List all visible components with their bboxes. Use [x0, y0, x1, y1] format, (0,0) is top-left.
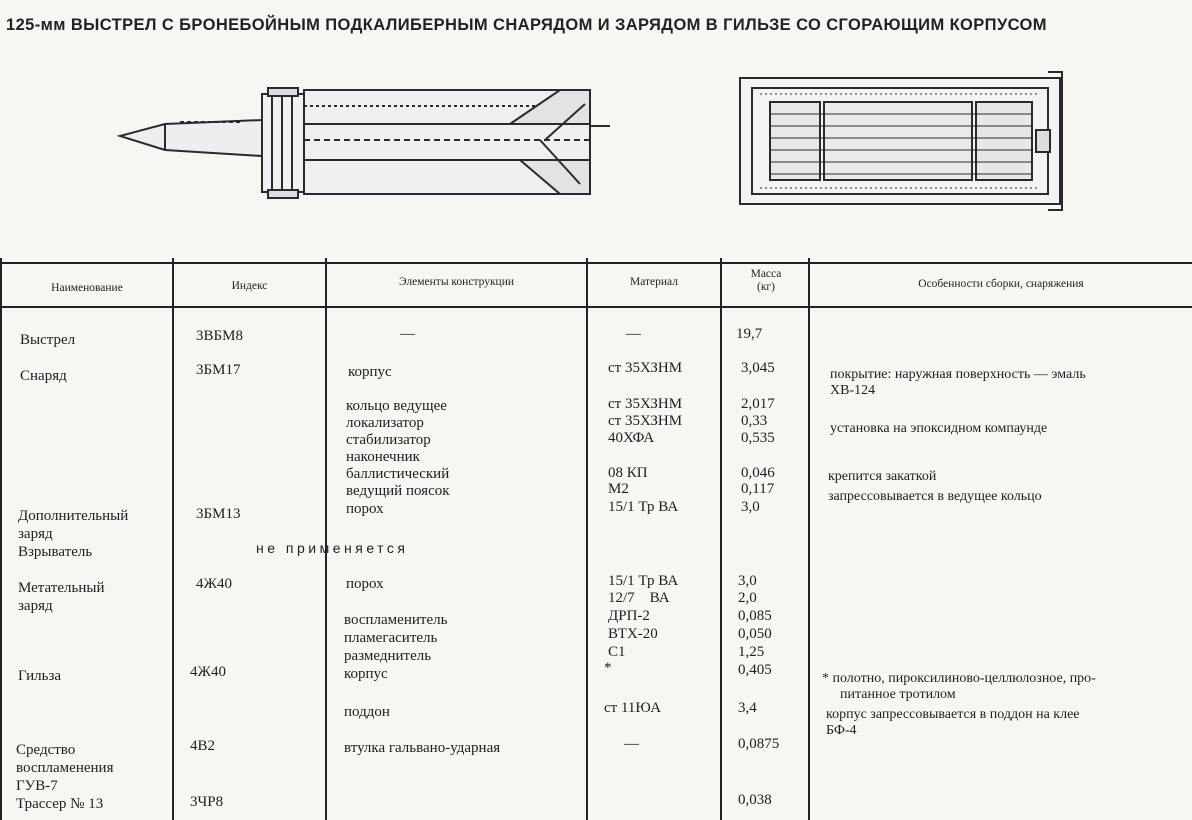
- row-note: корпус запрессовывается в поддон на клее: [826, 707, 1080, 722]
- row-mass: 0,405: [738, 662, 772, 678]
- row-mass: 0,046: [741, 465, 775, 481]
- row-mass: 3,045: [741, 360, 775, 376]
- row-name: Трассер № 13: [16, 796, 104, 812]
- row-material: 15/1 Тр ВА: [608, 573, 679, 589]
- row-element: пламегаситель: [344, 630, 438, 646]
- row-material: —: [624, 736, 639, 752]
- row-mass: 2,017: [741, 396, 775, 412]
- row-name: ГУВ-7: [16, 778, 58, 794]
- column-divider: [172, 258, 174, 820]
- row-name: Метательный: [18, 580, 105, 596]
- row-index: 4В2: [190, 738, 216, 754]
- row-element: наконечник: [346, 449, 420, 465]
- row-name: Снаряд: [20, 368, 67, 384]
- row-name: заряд: [18, 598, 53, 614]
- row-element: кольцо ведущее: [346, 398, 447, 414]
- row-material: ст 35ХЗНМ: [608, 360, 683, 376]
- charge-case-drawing: [740, 72, 1062, 210]
- row-note: БФ-4: [826, 723, 857, 738]
- column-divider: [586, 258, 588, 820]
- row-element: поддон: [344, 704, 390, 720]
- row-name: Дополнительный: [18, 508, 129, 524]
- row-material: 15/1 Тр ВА: [608, 499, 679, 515]
- document-title: 125-мм ВЫСТРЕЛ С БРОНЕБОЙНЫМ ПОДКАЛИБЕРНЫМ СНАРЯДОМ И ЗАРЯДОМ В ГИЛЬЗЕ СО СГОРАЮЩИМ КОРПУСОМ: [6, 16, 1047, 34]
- row-element: размеднитель: [344, 648, 432, 664]
- table-top-border: [0, 262, 1192, 264]
- row-element: стабилизатор: [346, 432, 431, 448]
- projectile-drawing: [120, 88, 610, 198]
- row-material: 40ХФА: [608, 430, 655, 446]
- row-element: порох: [346, 576, 384, 592]
- row-material: —: [626, 326, 641, 342]
- row-mass: 0,0875: [738, 736, 780, 752]
- specification-table: [0, 258, 1192, 820]
- row-element: —: [400, 326, 415, 342]
- row-note: покрытие: наружная поверхность — эмаль: [830, 367, 1086, 382]
- row-note: запрессовывается в ведущее кольцо: [828, 489, 1042, 504]
- header-name: Наименование: [51, 282, 123, 294]
- row-mass: 0,117: [741, 481, 775, 497]
- column-divider: [720, 258, 722, 820]
- row-mass: 0,038: [738, 792, 772, 808]
- row-name: Гильза: [18, 668, 62, 684]
- row-element: порох: [346, 501, 384, 517]
- row-index: 4Ж40: [190, 664, 226, 680]
- row-index: 3ВБМ8: [196, 328, 243, 344]
- column-divider: [325, 258, 327, 820]
- column-divider: [0, 258, 2, 820]
- column-divider: [808, 258, 810, 820]
- header-material: Материал: [629, 276, 678, 288]
- row-element: не применяется: [256, 540, 409, 556]
- row-note: питанное тротилом: [840, 687, 956, 702]
- row-mass: 3,0: [738, 573, 757, 589]
- row-note: * полотно, пироксилиново-целлюлозное, про-: [822, 671, 1096, 686]
- row-mass: 0,535: [741, 430, 775, 446]
- row-mass: 2,0: [738, 590, 757, 606]
- row-material: ДРП-2: [608, 608, 650, 624]
- row-name: заряд: [18, 526, 53, 542]
- row-element: баллистический: [346, 466, 450, 482]
- row-material: *: [604, 660, 612, 676]
- row-mass: 0,050: [738, 626, 772, 642]
- row-note: крепится закаткой: [828, 469, 937, 484]
- row-material: 08 КП: [608, 465, 648, 481]
- header-assembly: Особенности сборки, снаряжения: [918, 278, 1084, 290]
- row-index: 4Ж40: [196, 576, 232, 592]
- row-name: Взрыватель: [18, 544, 93, 560]
- row-element: локализатор: [346, 415, 424, 431]
- row-element: втулка гальвано-ударная: [344, 740, 501, 756]
- row-index: 3ЧР8: [190, 794, 224, 810]
- row-mass: 0,33: [741, 413, 768, 429]
- row-name: воспламенения: [16, 760, 114, 776]
- row-element: корпус: [348, 364, 392, 380]
- row-material: ст 11ЮА: [604, 700, 662, 716]
- technical-drawing: [0, 44, 1192, 254]
- row-index: 3БМ13: [196, 506, 241, 522]
- row-material: 12/7 ВА: [608, 590, 670, 606]
- row-material: С1: [608, 644, 626, 660]
- row-note: установка на эпоксидном компаунде: [830, 421, 1048, 436]
- row-mass: 0,085: [738, 608, 772, 624]
- row-material: ВТХ-20: [608, 626, 658, 642]
- row-material: ст 35ХЗНМ: [608, 413, 683, 429]
- row-mass: 19,7: [736, 326, 763, 342]
- header-separator: [0, 306, 1192, 308]
- row-material: ст 35ХЗНМ: [608, 396, 683, 412]
- row-element: ведущий поясок: [346, 483, 450, 499]
- header-mass: Масса (кг): [750, 268, 782, 293]
- row-element: воспламенитель: [344, 612, 448, 628]
- row-name: Выстрел: [20, 332, 76, 348]
- row-material: М2: [608, 481, 629, 497]
- row-note: ХВ-124: [830, 383, 876, 398]
- row-element: корпус: [344, 666, 388, 682]
- header-index: Индекс: [231, 280, 268, 292]
- row-index: 3БМ17: [196, 362, 241, 378]
- row-mass: 1,25: [738, 644, 765, 660]
- row-mass: 3,4: [738, 700, 757, 716]
- row-mass: 3,0: [741, 499, 760, 515]
- row-name: Средство: [16, 742, 76, 758]
- header-elements: Элементы конструкции: [398, 276, 515, 288]
